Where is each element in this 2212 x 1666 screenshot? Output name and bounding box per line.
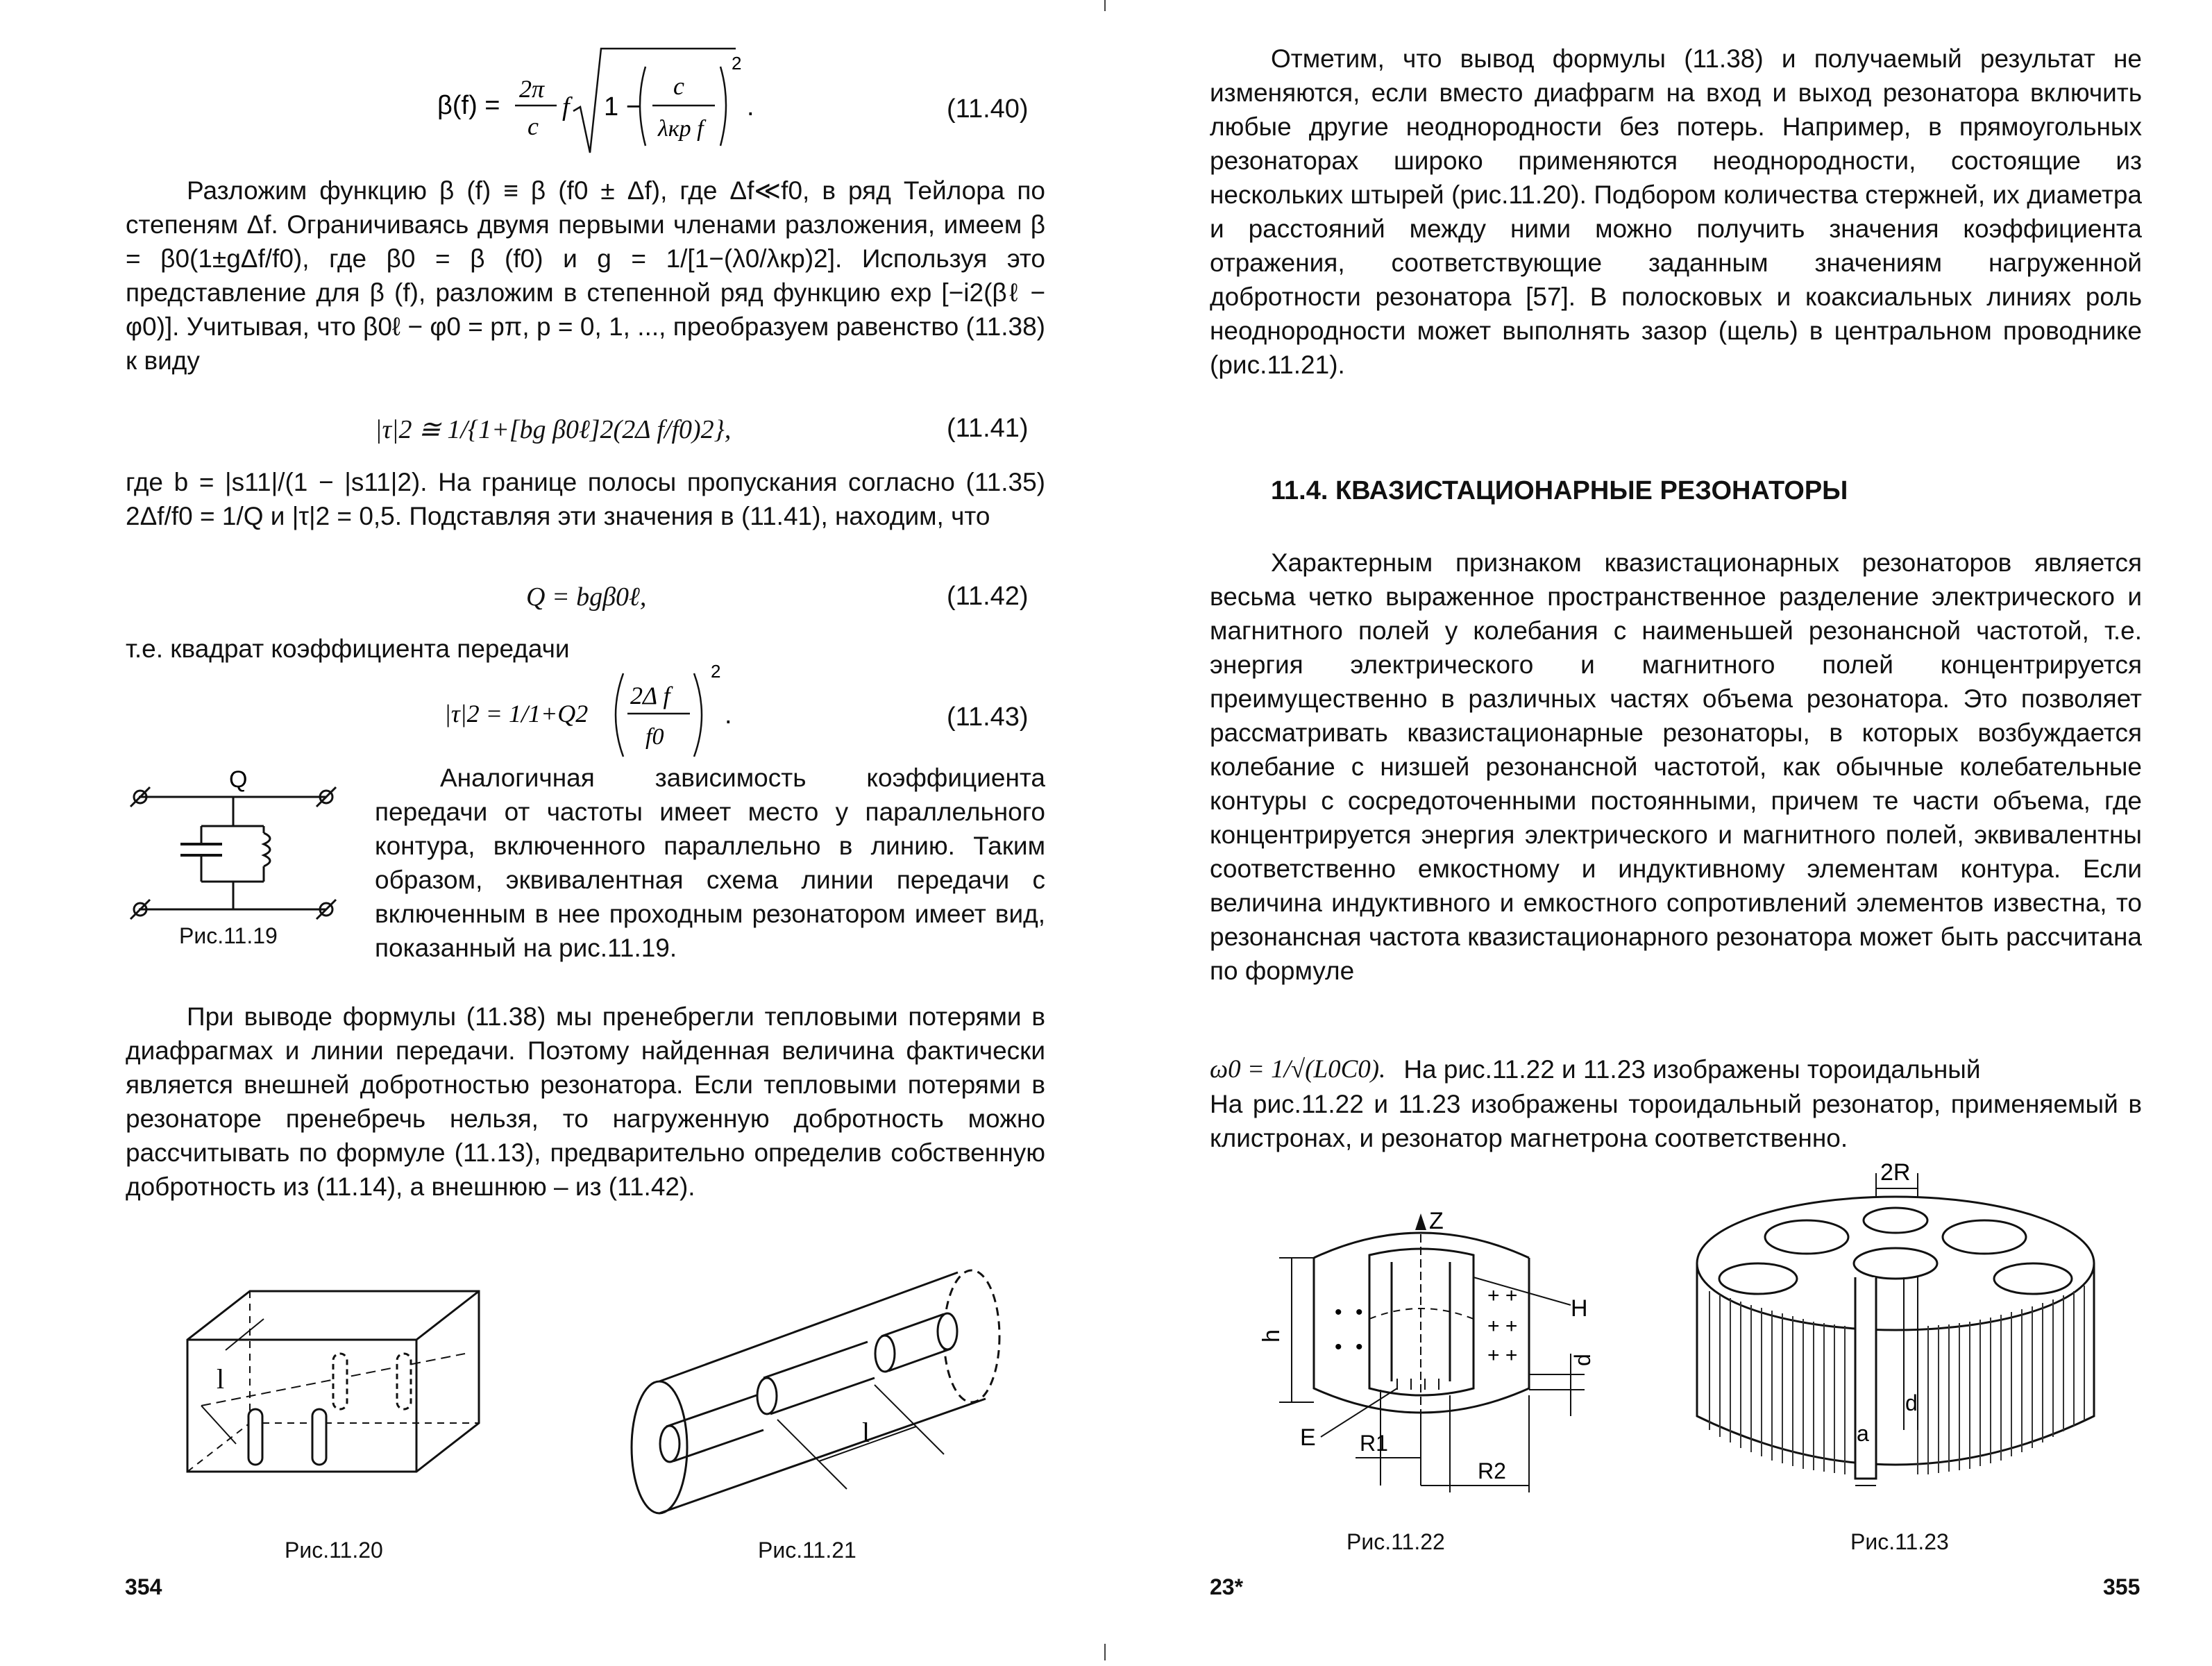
figure-11-21-coaxial-resonator <box>597 1260 1013 1531</box>
figure-11-22-toroidal-resonator <box>1210 1180 1696 1506</box>
fig-11-22-h-label: h <box>1258 1329 1285 1343</box>
fig-11-19-caption: Рис.11.19 <box>179 923 278 948</box>
eq-11-43-dot: . <box>725 700 732 730</box>
omega-formula: ω0 = 1/√(L0C0). <box>1210 1055 1386 1084</box>
fig-11-22-caption: Рис.11.22 <box>1346 1529 1445 1554</box>
fig-11-22-e-label: E <box>1300 1424 1316 1451</box>
equation-11-40 <box>437 42 868 167</box>
eq-11-40-number: (11.40) <box>947 94 1029 124</box>
eq-11-43-number: (11.43) <box>947 702 1029 732</box>
fig-11-23-2r-label: 2R <box>1880 1159 1911 1186</box>
right-paragraph-2: Характерным признаком квазистационарных резонаторов является весьма четко выраженное пространственное разделение электрического и магнитного полей у колебания с наименьшей резонансной частотой, т.е. энергия электрического и магнитного полей концентрируется преимущественно в различных частях объема резонатора. Это позволяет рассматривать квазистационарные резонаторы, в которых возбуждается колебание с низшей резонансной частотой, как обычные колебательные контуры с сосредоточенными постоянными, причем те части объема, где концентрируется энергия электрического и магнитного полей, эквивалентны соответственно емкостному и индуктивному элементам контура. Если величина индуктивного и емкостного сопротивлений элементов известна, то резонансная частота квазистационарного резонатора может быть рассчитана по формуле <box>1210 548 2142 985</box>
fig-11-23-caption: Рис.11.23 <box>1850 1529 1949 1554</box>
svg-text:•: • <box>1356 1301 1363 1324</box>
svg-text:+ +: + + <box>1487 1315 1518 1338</box>
fig-11-23-a-label: a <box>1857 1421 1869 1446</box>
fig-11-22-H-label: H <box>1571 1295 1588 1322</box>
figure-11-23-magnetron-resonator <box>1668 1152 2098 1492</box>
eq-11-40-frac-den: c <box>527 112 539 140</box>
fig-11-21-l-label: l <box>862 1417 870 1448</box>
eq-11-42: Q = bgβ0ℓ, <box>526 582 647 612</box>
signature-mark: 23* <box>1210 1574 1244 1599</box>
right-paragraph-1: Отметим, что вывод формулы (11.38) и получаемый результат не изменяются, если вместо диафрагм на вход и выход резонатора включить любые другие неоднородности без потерь. Например, в прямоугольных резонаторах широко применяются неоднородности, состоящие из нескольких штырей (рис.11.20). Подбором количества стержней, их диаметра и расстояний между ними можно получить значения коэффициента отражения, соответствующие заданным значениям нагруженной добротности резонатора [57]. В полосковых и коаксиальных линиях роль неоднородности может выполнять зазор (щель) в центральном проводнике (рис.11.21). <box>1210 44 2142 379</box>
fig-11-22-r1-label: R1 <box>1360 1431 1388 1456</box>
left-paragraph-1: Разложим функцию β (f) ≡ β (f0 ± Δf), где Δf≪f0, в ряд Тейлора по степеням Δf. Ограничиваясь двумя первыми членами разложения, имеем β = β0(1±gΔf/f0), где β0 = β (f0) и g = 1/[1−(λ0/λкр)2]. Используя это представление для β (f), разложим в степенной ряд функцию exp [−i2(βℓ − φ0)]. Учитывая, что β0ℓ − φ0 = pπ, p = 0, 1, ..., преобразуем равенство (11.38) к виду <box>126 176 1045 375</box>
eq-11-40-one-minus: 1 − <box>604 92 641 121</box>
eq-11-40-power: 2 <box>732 53 742 74</box>
svg-text:•: • <box>1335 1336 1342 1358</box>
equation-11-43 <box>444 661 791 764</box>
left-page-number: 354 <box>125 1574 162 1599</box>
svg-text:+ +: + + <box>1487 1344 1518 1367</box>
figure-11-20-rectangular-resonator <box>174 1277 493 1506</box>
section-heading: 11.4. КВАЗИСТАЦИОНАРНЫЕ РЕЗОНАТОРЫ <box>1271 476 1848 505</box>
svg-text:•: • <box>1356 1336 1363 1358</box>
eq-11-40-inner-den: λкр f <box>658 116 704 142</box>
fig-11-22-d-label: d <box>1570 1354 1595 1366</box>
left-paragraph-5: При выводе формулы (11.38) мы пренебрегли тепловыми потерями в диафрагмах и линии передачи. Поэтому найденная величина фактически является внешней добротностью резонатора. Если тепловыми потерями в резонаторе пренебречь нельзя, то нагруженную добротность можно рассчитывать по формуле (11.13), предварительно определив собственную добротность из (11.14), а внешнюю – из (11.42). <box>126 1002 1045 1201</box>
fig-11-22-z-label: Z <box>1429 1208 1444 1234</box>
left-paragraph-3: т.е. квадрат коэффициента передачи <box>126 634 570 663</box>
right-page-number: 355 <box>2103 1574 2141 1599</box>
fig-11-19-q-label: Q <box>229 766 248 793</box>
right-paragraph-2-tail-start: На рис.11.22 и 11.23 изображены тороидальный <box>1403 1055 1981 1084</box>
fig-11-20-caption: Рис.11.20 <box>285 1538 383 1563</box>
right-page <box>1106 0 2212 1666</box>
eq-11-40-f: f <box>562 92 570 121</box>
fig-11-22-r2-label: R2 <box>1478 1458 1506 1483</box>
left-paragraph-4: Аналогичная зависимость коэффициента передачи от частоты имеет место у параллельного контура, включенного параллельно в линию. Таким образом, эквивалентная схема линии передачи с включенным в нее проходным резонатором имеет вид, показанный на рис.11.19. <box>375 764 1045 962</box>
fig-11-23-d-label: d <box>1905 1390 1918 1415</box>
eq-11-43-frac-num: 2Δ f <box>630 682 670 709</box>
eq-11-40-inner-num: c <box>673 72 684 100</box>
eq-11-43-lhs: |τ|2 = 1/1+Q2 <box>444 700 589 727</box>
eq-11-41-number: (11.41) <box>947 414 1029 443</box>
eq-11-40-dot: . <box>747 92 754 121</box>
right-paragraph-2-tail: На рис.11.22 и 11.23 изображены тороидальный резонатор, применяемый в клистронах, и резонатор магнетрона соответственно. <box>1210 1090 2142 1152</box>
svg-text:•: • <box>1335 1301 1342 1324</box>
fig-11-21-caption: Рис.11.21 <box>758 1538 856 1563</box>
left-paragraph-2: где b = |s11|/(1 − |s11|2). На границе полосы пропускания согласно (11.35) 2Δf/f0 = 1/Q и |τ|2 = 0,5. Подставляя эти значения в (11.41), находим, что <box>126 468 1045 530</box>
eq-11-41: |τ|2 ≅ 1/{1+[bg β0ℓ]2(2Δ f/f0)2}, <box>375 415 732 444</box>
eq-11-40-frac-num: 2π <box>519 75 545 103</box>
eq-11-40-lhs: β(f) = <box>437 91 500 120</box>
fig-11-20-l-label: l <box>217 1363 225 1395</box>
svg-text:+ +: + + <box>1487 1284 1518 1307</box>
figure-11-19-circuit <box>125 764 354 944</box>
eq-11-43-power: 2 <box>711 661 721 682</box>
eq-11-42-number: (11.42) <box>947 582 1029 611</box>
omega-formula-line <box>1210 1052 2142 1086</box>
eq-11-43-frac-den: f0 <box>645 724 664 750</box>
